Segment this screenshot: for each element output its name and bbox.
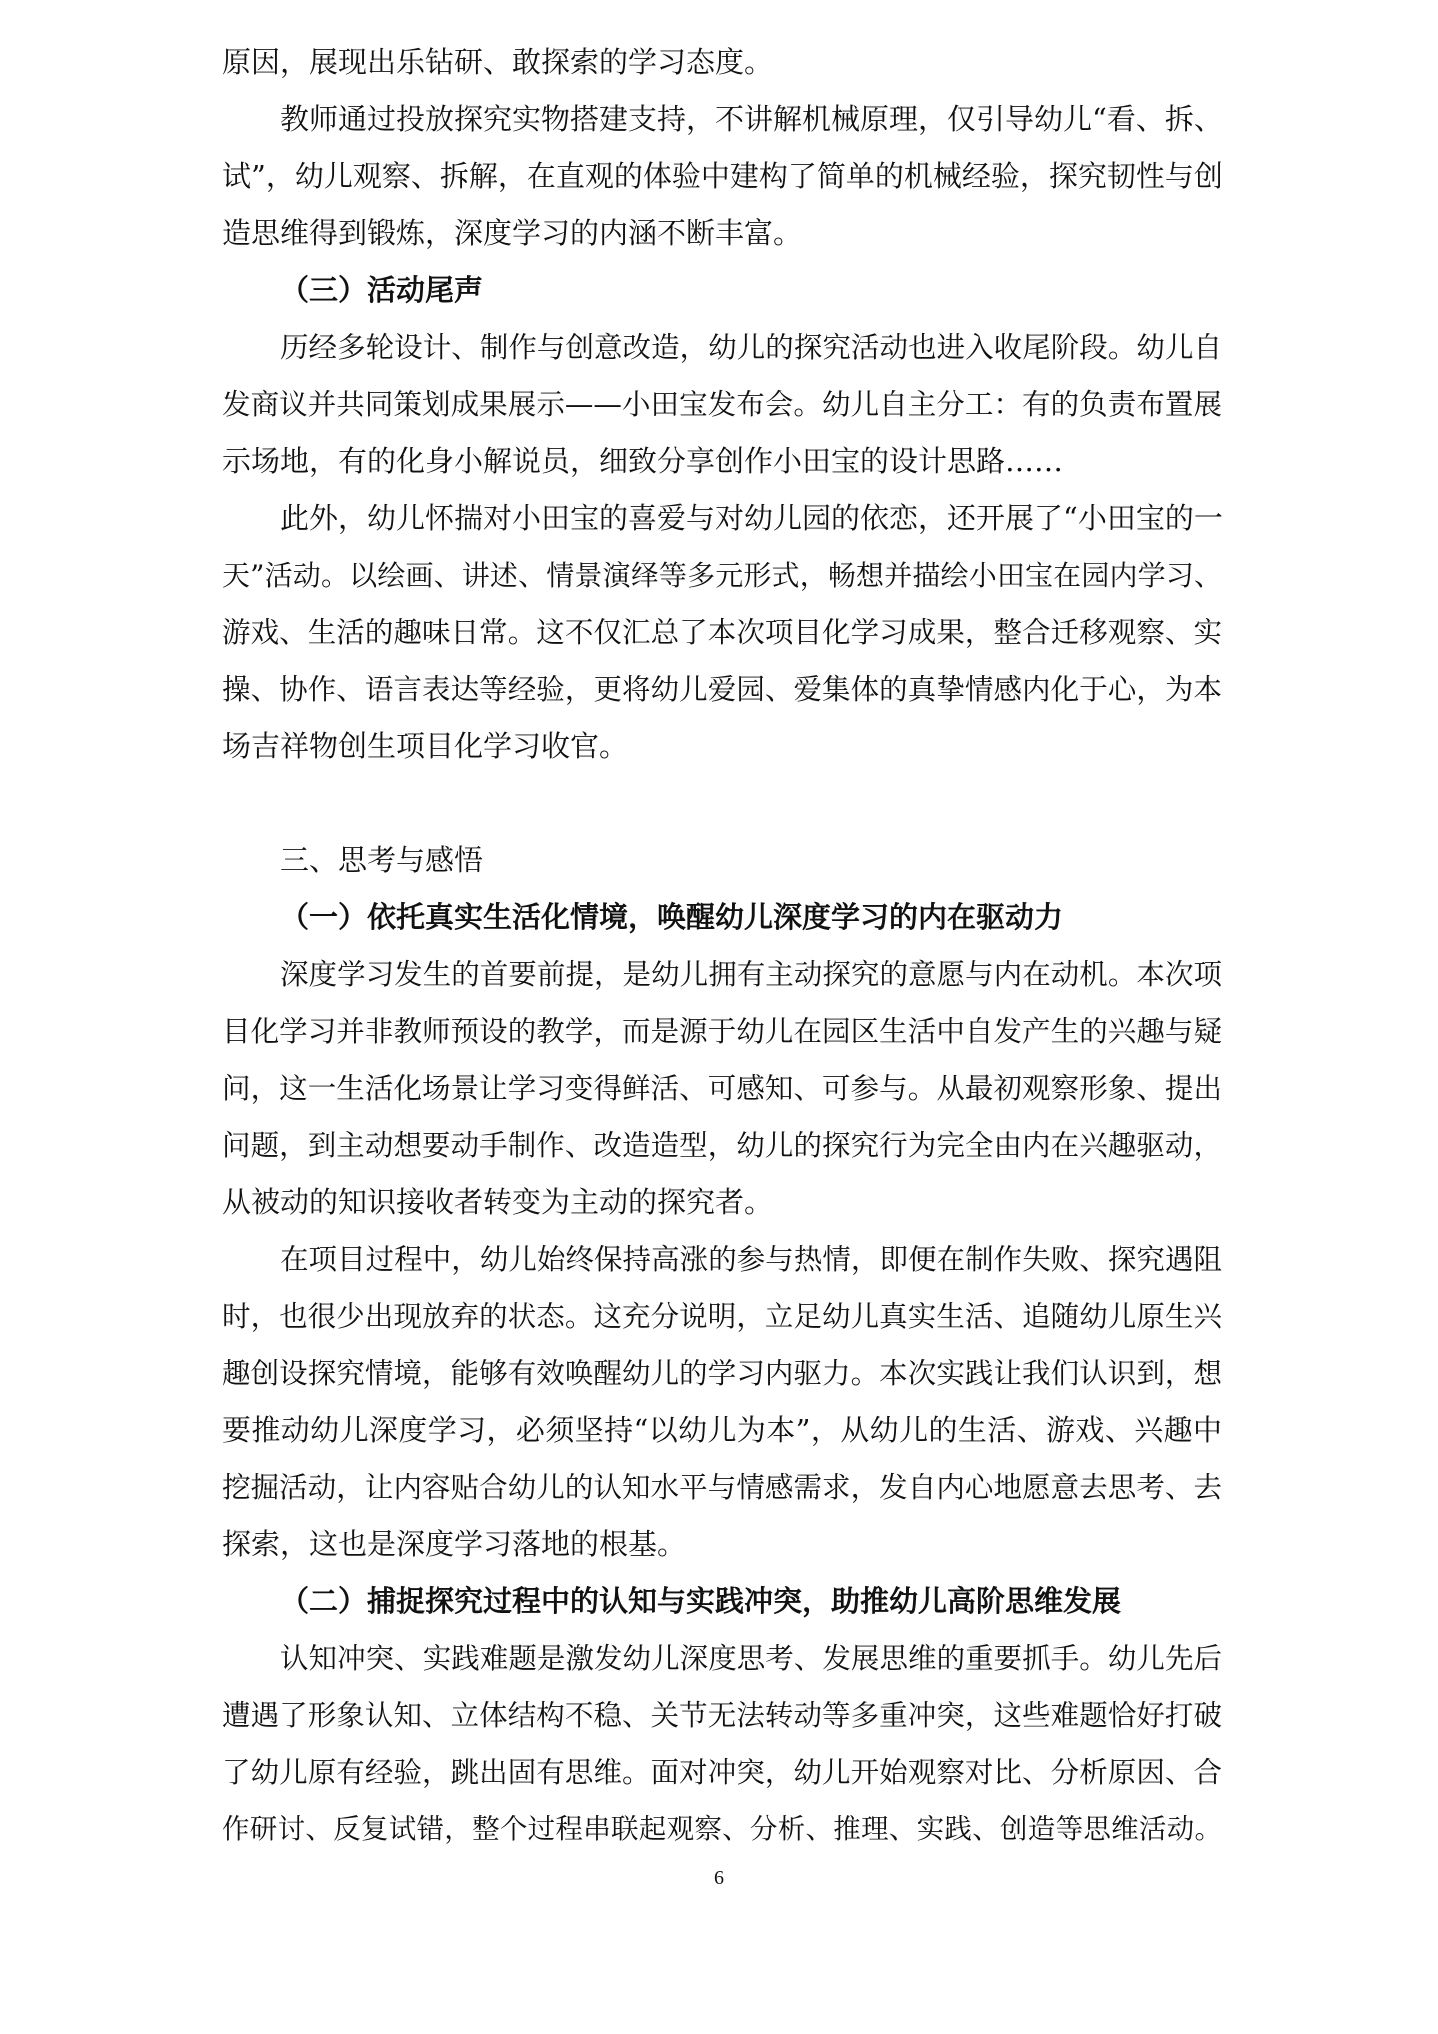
subsection-heading: （二）捕捉探究过程中的认知与实践冲突，助推幼儿高阶思维发展 — [280, 1584, 1122, 1618]
text-line: 要推动幼儿深度学习，必须坚持“以幼儿为本”，从幼儿的生活、游戏、兴趣中 — [222, 1413, 1222, 1447]
text-line: 天”活动。以绘画、讲述、情景演绎等多元形式，畅想并描绘小田宝在园内学习、 — [222, 559, 1222, 592]
text-line: 发商议并共同策划成果展示——小田宝发布会。幼儿自主分工：有的负责布置展 — [222, 388, 1222, 421]
section-heading: 三、思考与感悟 — [280, 843, 484, 877]
text-line: 问，这一生活化场景让学习变得鲜活、可感知、可参与。从最初观察形象、提出 — [222, 1072, 1222, 1105]
text-line: 问题，到主动想要动手制作、改造造型，幼儿的探究行为完全由内在兴趣驱动， — [222, 1129, 1222, 1162]
text-line: 目化学习并非教师预设的教学，而是源于幼儿在园区生活中自发产生的兴趣与疑 — [222, 1015, 1222, 1048]
text-line: 游戏、生活的趣味日常。这不仅汇总了本次项目化学习成果，整合迁移观察、实 — [222, 616, 1222, 649]
text-line: 探索，这也是深度学习落地的根基。 — [222, 1527, 687, 1561]
subsection-heading: （三）活动尾声 — [280, 273, 484, 307]
document-body — [222, 34, 1222, 1858]
paragraph — [222, 946, 1222, 1231]
paragraph — [222, 319, 1222, 490]
text-line: 在项目过程中，幼儿始终保持高涨的参与热情，即便在制作失败、探究遇阻 — [280, 1243, 1222, 1276]
text-line: 原因，展现出乐钻研、敢探索的学习态度。 — [222, 45, 774, 79]
subsection-heading: （一）依托真实生活化情境，唤醒幼儿深度学习的内在驱动力 — [280, 900, 1064, 934]
text-line: 教师通过投放探究实物搭建支持，不讲解机械原理，仅引导幼儿“看、拆、 — [280, 102, 1223, 136]
paragraph — [222, 490, 1222, 775]
text-line: 遭遇了形象认知、立体结构不稳、关节无法转动等多重冲突，这些难题恰好打破 — [222, 1699, 1222, 1732]
text-line: 试”，幼儿观察、拆解，在直观的体验中建构了简单的机械经验，探究韧性与创 — [222, 159, 1223, 193]
page-number: 6 — [714, 1867, 724, 1889]
text-line: 认知冲突、实践难题是激发幼儿深度思考、发展思维的重要抓手。幼儿先后 — [280, 1642, 1222, 1675]
paragraph — [222, 91, 1222, 262]
paragraph — [222, 34, 1222, 91]
text-line: 趣创设探究情境，能够有效唤醒幼儿的学习内驱力。本次实践让我们认识到，想 — [222, 1357, 1222, 1390]
text-line: 从被动的知识接收者转变为主动的探究者。 — [222, 1185, 774, 1219]
text-line: 深度学习发生的首要前提，是幼儿拥有主动探究的意愿与内在动机。本次项 — [280, 958, 1222, 991]
text-line: 了幼儿原有经验，跳出固有思维。面对冲突，幼儿开始观察对比、分析原因、合 — [222, 1756, 1222, 1789]
text-line: 造思维得到锻炼，深度学习的内涵不断丰富。 — [222, 216, 803, 250]
text-line: 时，也很少出现放弃的状态。这充分说明，立足幼儿真实生活、追随幼儿原生兴 — [222, 1300, 1222, 1333]
text-line: 场吉祥物创生项目化学习收官。 — [222, 729, 629, 763]
text-line: 作研讨、反复试错，整个过程串联起观察、分析、推理、实践、创造等思维活动。 — [222, 1813, 1222, 1845]
text-line: 此外，幼儿怀揣对小田宝的喜爱与对幼儿园的依恋，还开展了“小田宝的一 — [280, 501, 1223, 535]
text-line: 示场地，有的化身小解说员，细致分享创作小田宝的设计思路…… — [222, 444, 1064, 478]
paragraph — [222, 1231, 1222, 1573]
text-line: 挖掘活动，让内容贴合幼儿的认知水平与情感需求，发自内心地愿意去思考、去 — [222, 1471, 1222, 1504]
text-line: 操、协作、语言表达等经验，更将幼儿爱园、爱集体的真挚情感内化于心，为本 — [222, 673, 1222, 706]
paragraph — [222, 1630, 1222, 1858]
text-line: 历经多轮设计、制作与创意改造，幼儿的探究活动也进入收尾阶段。幼儿自 — [280, 331, 1222, 364]
